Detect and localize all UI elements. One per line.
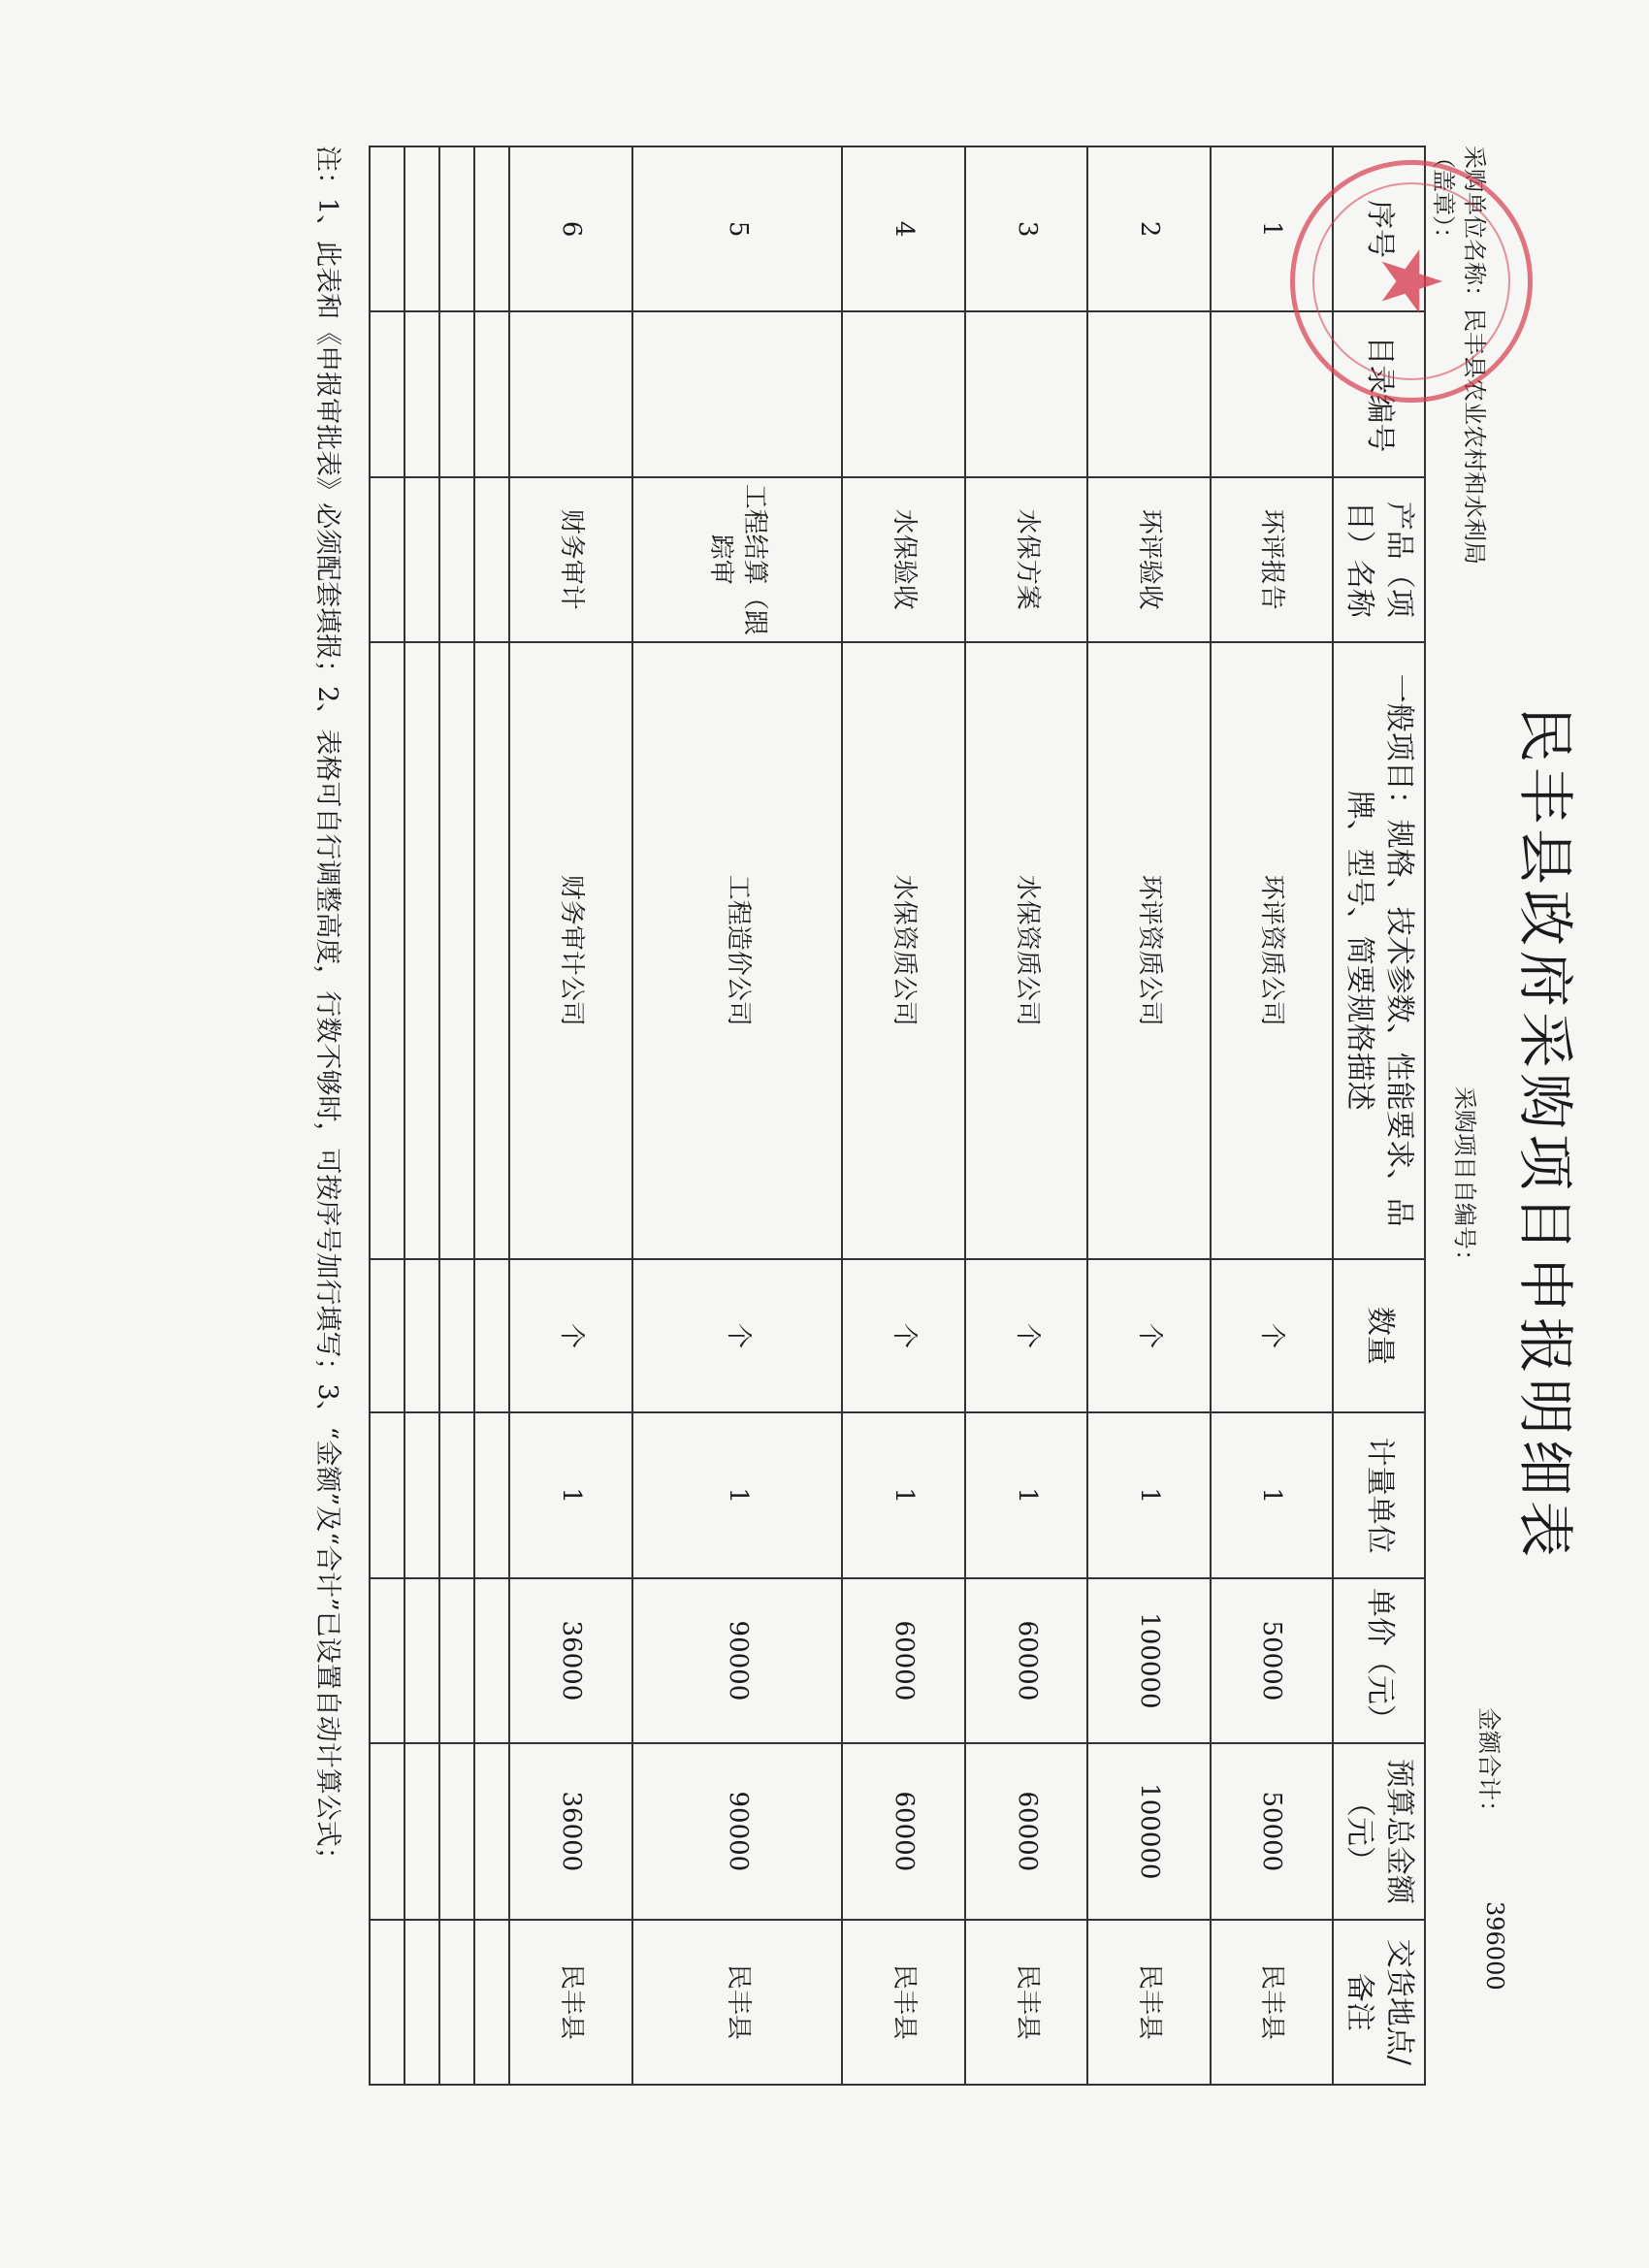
row-unit: 1 [509,1412,631,1577]
row-no: 2 [1087,146,1210,311]
row-no: 3 [965,146,1087,311]
row-no [439,146,474,311]
row-place: 民丰县 [1211,1920,1333,2085]
table-row-empty [370,146,404,2085]
row-price: 60000 [965,1578,1087,1743]
row-code [474,311,509,476]
row-code [1087,311,1210,476]
row-qty: 个 [965,1259,1087,1413]
row-price [474,1578,509,1743]
table-row-empty [404,146,439,2085]
project-no-label: 采购项目自编号： [1451,1086,1478,1273]
table-row [965,146,1087,2085]
row-spec [439,642,474,1259]
row-total: 36000 [509,1743,631,1920]
row-name [404,477,439,642]
row-name [370,477,404,642]
row-name [439,477,474,642]
header-row [1333,146,1425,2085]
row-no: 4 [842,146,964,311]
row-place [439,1920,474,2085]
row-no [370,146,404,311]
row-name: 环评验收 [1087,477,1210,642]
unit-name: 民丰县农业农村和水利局 [1461,308,1488,565]
row-spec: 水保资质公司 [842,642,964,1259]
row-place: 民丰县 [842,1920,964,2085]
row-total: 100000 [1087,1743,1210,1920]
row-total: 60000 [965,1743,1087,1920]
row-place: 民丰县 [1087,1920,1210,2085]
row-spec: 环评资质公司 [1087,642,1210,1259]
row-total: 90000 [632,1743,843,1920]
row-no [404,146,439,311]
row-qty [404,1259,439,1413]
row-no: 6 [509,146,631,311]
row-qty [439,1259,474,1413]
row-unit [439,1412,474,1577]
row-total [474,1743,509,1920]
row-spec: 水保资质公司 [965,642,1087,1259]
row-place: 民丰县 [632,1920,843,2085]
row-unit: 1 [1211,1412,1333,1577]
row-name: 水保验收 [842,477,964,642]
detail-table [369,146,1426,2086]
row-unit: 1 [965,1412,1087,1577]
row-code [842,311,964,476]
row-unit: 1 [632,1412,843,1577]
row-spec [370,642,404,1259]
row-unit [474,1412,509,1577]
row-code [370,311,404,476]
row-place: 民丰县 [509,1920,631,2085]
row-price [370,1578,404,1743]
row-price: 90000 [632,1578,843,1743]
row-total: 50000 [1211,1743,1333,1920]
col-header-price: 单价（元） [1333,1578,1425,1743]
col-header-code: 目录编号 [1333,311,1425,476]
row-unit [370,1412,404,1577]
col-header-qty: 数量 [1333,1259,1425,1413]
total-label: 金额合计： [1475,1707,1503,1824]
row-unit: 1 [1087,1412,1210,1577]
table-row [842,146,964,2085]
col-header-no: 序号 [1333,146,1425,311]
row-spec: 财务审计公司 [509,642,631,1259]
table-row [1087,146,1210,2085]
row-price: 60000 [842,1578,964,1743]
table-body [370,146,1333,2085]
row-no: 5 [632,146,843,311]
table-row [1211,146,1333,2085]
row-name: 水保方案 [965,477,1087,642]
col-header-spec: 一般项目：规格、技术参数、性能要求、品牌、型号、简要规格描述 [1333,642,1425,1259]
row-place [404,1920,439,2085]
page-title: 民丰县政府采购项目申报明细表 [1512,705,1578,1562]
footnote: 注：1、此表和《申报审批表》必须配套填报；2、表格可自行调整高度，行数不够时，可按序号加行填写；3、“金额”及“合计”已设置自动计算公式； [312,146,342,1873]
row-place: 民丰县 [965,1920,1087,2085]
row-code [439,311,474,476]
row-name: 工程结算（跟踪审 [632,477,843,642]
row-code [404,311,439,476]
row-qty: 个 [1211,1259,1333,1413]
row-no [474,146,509,311]
row-total [439,1743,474,1920]
col-header-total: 预算总金额（元） [1333,1743,1425,1920]
row-price: 50000 [1211,1578,1333,1743]
official-seal [1290,160,1533,403]
row-qty: 个 [632,1259,843,1413]
row-place [474,1920,509,2085]
table-row-empty [439,146,474,2085]
total-value: 396000 [1481,1901,1508,1991]
star-icon: ★ [1362,243,1459,319]
row-name: 财务审计 [509,477,631,642]
unit-label-text: 采购单位名称： [1461,146,1488,308]
col-header-place: 交货地点/备注 [1333,1920,1425,2085]
row-spec: 工程造价公司 [632,642,843,1259]
table-row [632,146,843,2085]
row-total: 60000 [842,1743,964,1920]
row-qty [474,1259,509,1413]
row-price: 100000 [1087,1578,1210,1743]
row-spec [474,642,509,1259]
row-qty: 个 [842,1259,964,1413]
row-spec [404,642,439,1259]
table-row [509,146,631,2085]
row-price [404,1578,439,1743]
col-header-unit: 计量单位 [1333,1412,1425,1577]
row-qty [370,1259,404,1413]
row-total [370,1743,404,1920]
row-place [370,1920,404,2085]
row-total [404,1743,439,1920]
row-code [965,311,1087,476]
row-price [439,1578,474,1743]
row-no: 1 [1211,146,1333,311]
row-spec: 环评资质公司 [1211,642,1333,1259]
row-unit [404,1412,439,1577]
row-unit: 1 [842,1412,964,1577]
row-code [509,311,631,476]
row-name [474,477,509,642]
row-qty: 个 [509,1259,631,1413]
table-row-empty [474,146,509,2085]
col-header-name: 产品（项目）名称 [1333,477,1425,642]
row-price: 36000 [509,1578,631,1743]
row-code [632,311,843,476]
row-name: 环评报告 [1211,477,1333,642]
row-qty: 个 [1087,1259,1210,1413]
seal-note: （盖章）： [1430,146,1457,250]
